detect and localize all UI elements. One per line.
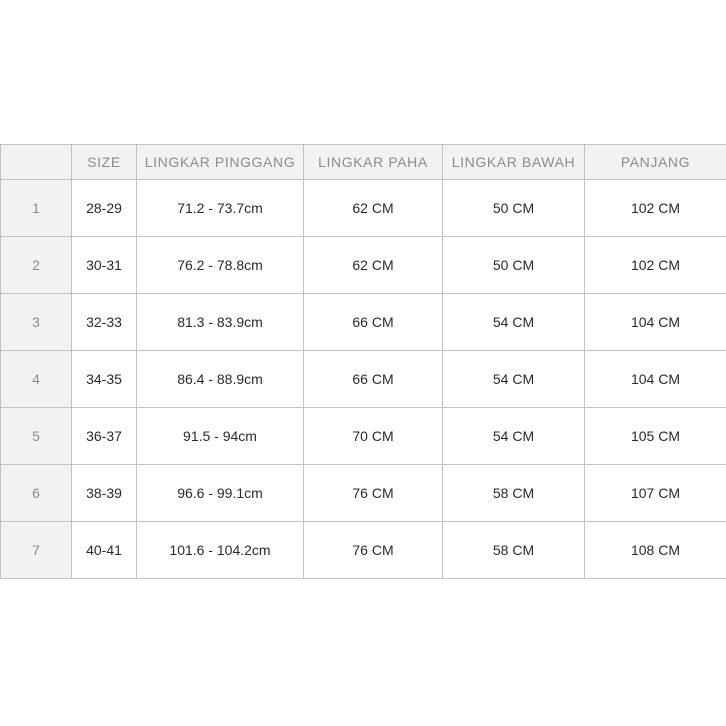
lingkar-pinggang-cell: 96.6 - 99.1cm <box>137 465 304 522</box>
lingkar-paha-cell: 66 CM <box>304 294 443 351</box>
panjang-cell: 102 CM <box>585 180 726 237</box>
panjang-cell: 107 CM <box>585 465 726 522</box>
size-cell: 28-29 <box>72 180 137 237</box>
size-cell: 36-37 <box>72 408 137 465</box>
lingkar-pinggang-cell: 91.5 - 94cm <box>137 408 304 465</box>
lingkar-bawah-cell: 58 CM <box>443 465 585 522</box>
header-lingkar-pinggang: LINGKAR PINGGANG <box>137 145 304 180</box>
lingkar-pinggang-cell: 86.4 - 88.9cm <box>137 351 304 408</box>
lingkar-paha-cell: 76 CM <box>304 465 443 522</box>
lingkar-pinggang-cell: 101.6 - 104.2cm <box>137 522 304 579</box>
lingkar-bawah-cell: 54 CM <box>443 294 585 351</box>
row-index-cell: 3 <box>1 294 72 351</box>
lingkar-paha-cell: 62 CM <box>304 237 443 294</box>
row-index-cell: 1 <box>1 180 72 237</box>
panjang-cell: 105 CM <box>585 408 726 465</box>
header-index <box>1 145 72 180</box>
panjang-cell: 102 CM <box>585 237 726 294</box>
size-cell: 34-35 <box>72 351 137 408</box>
lingkar-paha-cell: 76 CM <box>304 522 443 579</box>
table-row <box>1 408 726 465</box>
lingkar-bawah-cell: 50 CM <box>443 180 585 237</box>
row-index-cell: 7 <box>1 522 72 579</box>
size-cell: 32-33 <box>72 294 137 351</box>
header-size: SIZE <box>72 145 137 180</box>
table-row <box>1 522 726 579</box>
table-row <box>1 351 726 408</box>
row-index-cell: 5 <box>1 408 72 465</box>
lingkar-paha-cell: 62 CM <box>304 180 443 237</box>
row-index-cell: 6 <box>1 465 72 522</box>
lingkar-paha-cell: 70 CM <box>304 408 443 465</box>
row-index-cell: 4 <box>1 351 72 408</box>
table-row <box>1 294 726 351</box>
header-lingkar-paha: LINGKAR PAHA <box>304 145 443 180</box>
size-chart-table <box>0 144 726 579</box>
lingkar-bawah-cell: 58 CM <box>443 522 585 579</box>
size-cell: 38-39 <box>72 465 137 522</box>
row-index-cell: 2 <box>1 237 72 294</box>
size-cell: 30-31 <box>72 237 137 294</box>
panjang-cell: 108 CM <box>585 522 726 579</box>
lingkar-paha-cell: 66 CM <box>304 351 443 408</box>
table-row <box>1 180 726 237</box>
header-lingkar-bawah: LINGKAR BAWAH <box>443 145 585 180</box>
lingkar-bawah-cell: 50 CM <box>443 237 585 294</box>
lingkar-pinggang-cell: 81.3 - 83.9cm <box>137 294 304 351</box>
table-row <box>1 237 726 294</box>
header-panjang: PANJANG <box>585 145 726 180</box>
lingkar-bawah-cell: 54 CM <box>443 351 585 408</box>
table-row <box>1 465 726 522</box>
size-cell: 40-41 <box>72 522 137 579</box>
lingkar-pinggang-cell: 76.2 - 78.8cm <box>137 237 304 294</box>
header-row <box>1 145 726 180</box>
panjang-cell: 104 CM <box>585 294 726 351</box>
panjang-cell: 104 CM <box>585 351 726 408</box>
lingkar-pinggang-cell: 71.2 - 73.7cm <box>137 180 304 237</box>
lingkar-bawah-cell: 54 CM <box>443 408 585 465</box>
